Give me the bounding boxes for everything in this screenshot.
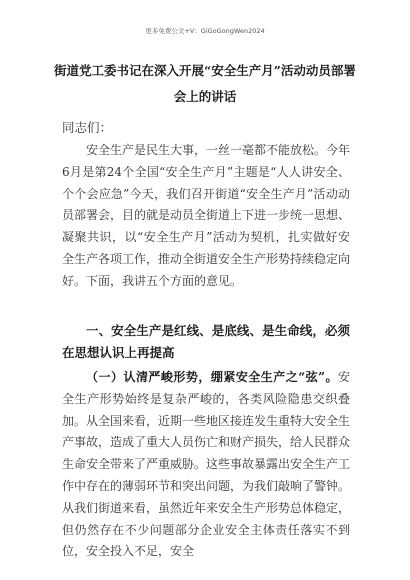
watermark-text: 更多免费公文+V：GiGoGongWen2024	[145, 27, 265, 35]
document-title: 街道党工委书记在深入开展“安全生产月”活动动员部署会上的讲话	[54, 63, 356, 104]
paragraph-intro: 安全生产是民生大事，一丝一毫都不能放松。今年6月是第24个全国“安全生产月”主题是“人人讲安全、个个会应急”今天，我们召开街道“安全生产月”活动动员部署会，目的就是动员全街道上下进一步统一思想、凝聚共识，以“安全生产月”活动为契机，扎实做好安全生产各项工作，推动全街道安全生产形势持续稳定向好。下面，我讲五个方面的意见。	[62, 143, 351, 288]
paragraph-subsection-1	[62, 367, 350, 563]
section-heading-1: 一、安全生产是红线、是底线、是生命线，必须在思想认识上再提高	[62, 323, 350, 360]
subsection-title-1: （一）认清严峻形势，绷紧安全生产之“弦”。	[86, 370, 338, 384]
subsection-body-1: 安全生产形势始终是复杂严峻的，各类风险隐患交织叠加。从全国来看，近期一些地区接连发生重特大安全生产事故，造成了重大人员伤亡和财产损失，给人民群众生命安全带来了严重威胁。这些事故暴露出安全生产工作中存在的薄弱环节和突出问题，为我们敲响了警钟。从我们街道来看，虽然近年来安全生产形势总体稳定，但仍然存在不少问题部分企业安全主体责任落实不到位，安全投入不足，安全	[62, 370, 351, 559]
salutation: 同志们：	[62, 120, 113, 135]
